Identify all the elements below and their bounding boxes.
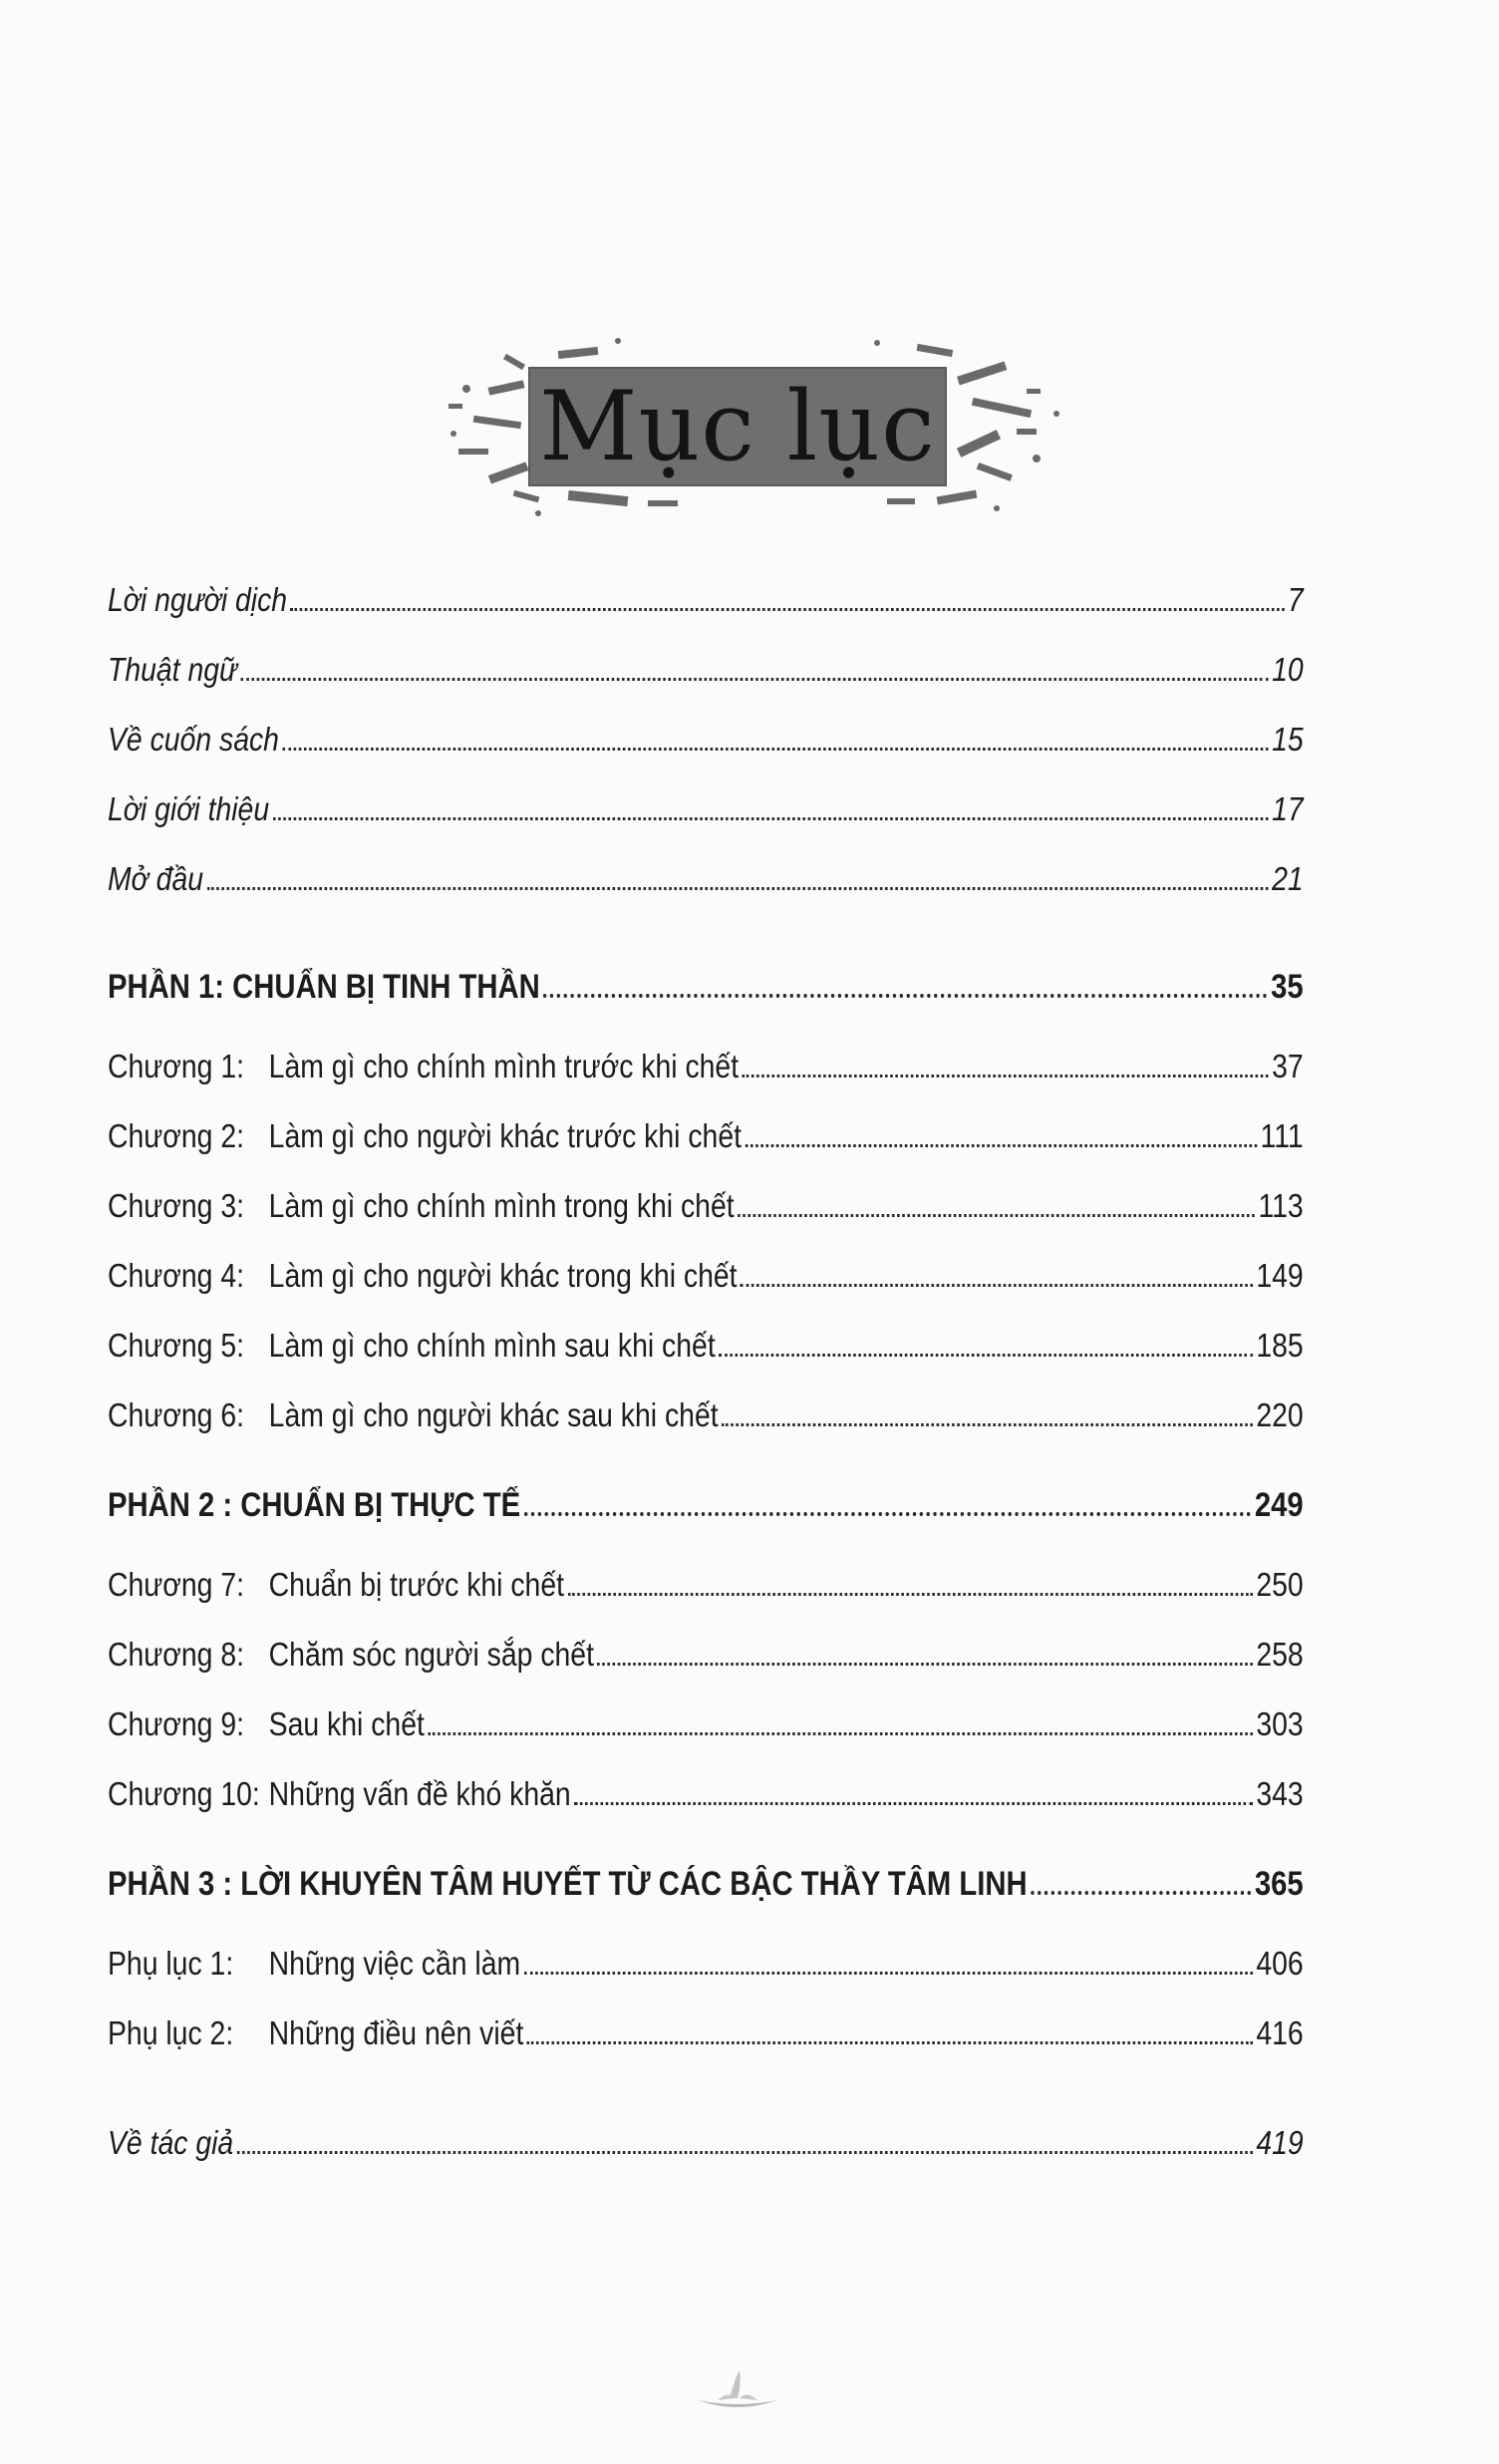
entry-page: 10 bbox=[1272, 651, 1304, 688]
dot-leader bbox=[291, 608, 1285, 611]
chapter-page: 113 bbox=[1258, 1187, 1304, 1224]
dot-leader bbox=[428, 1732, 1253, 1735]
dot-leader bbox=[543, 994, 1268, 998]
part-page: 365 bbox=[1254, 1865, 1304, 1903]
chapter-title: Những vấn đề khó khăn bbox=[268, 1775, 571, 1812]
chapter-page: 250 bbox=[1256, 1566, 1304, 1603]
chapter-title: Làm gì cho người khác sau khi chết bbox=[268, 1396, 719, 1433]
appendix-page: 416 bbox=[1256, 2014, 1304, 2051]
chapter-title: Làm gì cho người khác trước khi chết bbox=[268, 1117, 742, 1154]
dot-leader bbox=[567, 1593, 1252, 1596]
chapter-title: Sau khi chết bbox=[268, 1705, 425, 1742]
chapter-title: Làm gì cho chính mình trước khi chết bbox=[268, 1048, 740, 1084]
toc-chapter[interactable] bbox=[108, 1244, 1304, 1296]
chapter-page: 303 bbox=[1256, 1705, 1304, 1742]
appendix-number: Phụ lục 1: bbox=[108, 1945, 234, 1982]
chapter-page: 149 bbox=[1256, 1257, 1304, 1294]
chapter-title: Chăm sóc người sắp chết bbox=[268, 1636, 594, 1673]
dot-leader bbox=[719, 1354, 1253, 1357]
toc-chapter[interactable] bbox=[108, 1104, 1304, 1156]
chapter-page: 185 bbox=[1256, 1327, 1304, 1364]
dot-leader bbox=[1031, 1891, 1251, 1895]
appendix-number: Phụ lục 2: bbox=[108, 2014, 234, 2051]
appendix-title: Những điều nên viết bbox=[268, 2014, 524, 2051]
toc-entry[interactable] bbox=[108, 708, 1304, 760]
entry-page: 419 bbox=[1256, 2124, 1304, 2161]
entry-page: 15 bbox=[1272, 721, 1304, 758]
chapter-number: Chương 9: bbox=[108, 1705, 245, 1742]
dot-leader bbox=[722, 1423, 1253, 1426]
toc-chapter[interactable] bbox=[108, 1314, 1304, 1366]
toc-chapter[interactable] bbox=[108, 1693, 1304, 1744]
toc-chapter[interactable] bbox=[108, 1623, 1304, 1675]
chapter-title: Làm gì cho chính mình sau khi chết bbox=[268, 1327, 716, 1364]
chapter-number: Chương 6: bbox=[108, 1396, 245, 1433]
toc-entry[interactable] bbox=[108, 638, 1304, 690]
chapter-number: Chương 10: bbox=[108, 1775, 260, 1812]
chapter-number: Chương 5: bbox=[108, 1327, 245, 1364]
page-title: Mục lục bbox=[539, 371, 936, 482]
chapter-page: 37 bbox=[1272, 1048, 1304, 1084]
entry-page: 21 bbox=[1272, 860, 1304, 897]
dot-leader bbox=[741, 1284, 1253, 1287]
part-page: 35 bbox=[1271, 968, 1304, 1006]
chapter-number: Chương 7: bbox=[108, 1566, 245, 1603]
toc-entry[interactable] bbox=[108, 568, 1304, 620]
chapter-page: 111 bbox=[1260, 1117, 1304, 1154]
chapter-number: Chương 4: bbox=[108, 1257, 245, 1294]
entry-title: Mở đầu bbox=[108, 860, 204, 897]
toc-part-heading[interactable] bbox=[108, 1852, 1304, 1904]
part-page: 249 bbox=[1254, 1486, 1304, 1524]
toc-chapter[interactable] bbox=[108, 1762, 1304, 1814]
dot-leader bbox=[206, 887, 1268, 890]
chapter-page: 258 bbox=[1256, 1636, 1304, 1673]
dot-leader bbox=[574, 1802, 1253, 1805]
appendix-page: 406 bbox=[1256, 1945, 1304, 1982]
dot-leader bbox=[240, 678, 1268, 681]
toc-chapter[interactable] bbox=[108, 1035, 1304, 1086]
chapter-title: Làm gì cho người khác trong khi chết bbox=[268, 1257, 738, 1294]
dot-leader bbox=[745, 1144, 1257, 1147]
chapter-number: Chương 8: bbox=[108, 1636, 245, 1673]
dot-leader bbox=[524, 1972, 1253, 1975]
entry-title: Lời giới thiệu bbox=[108, 790, 270, 827]
appendix-title: Những việc cần làm bbox=[268, 1945, 521, 1982]
entry-page: 17 bbox=[1272, 790, 1304, 827]
chapter-title: Chuẩn bị trước khi chết bbox=[268, 1566, 565, 1603]
toc-entry[interactable] bbox=[108, 847, 1304, 899]
dot-leader bbox=[282, 748, 1268, 751]
dot-leader bbox=[273, 817, 1269, 820]
chapter-number: Chương 1: bbox=[108, 1048, 245, 1084]
toc-appendix[interactable] bbox=[108, 2002, 1304, 2053]
chapter-page: 220 bbox=[1256, 1396, 1304, 1433]
chapter-number: Chương 2: bbox=[108, 1117, 245, 1154]
toc-chapter[interactable] bbox=[108, 1553, 1304, 1605]
toc-part-heading[interactable] bbox=[108, 1473, 1304, 1525]
chapter-page: 343 bbox=[1256, 1775, 1304, 1812]
toc-entry[interactable] bbox=[108, 777, 1304, 829]
toc-chapter[interactable] bbox=[108, 1174, 1304, 1226]
dot-leader bbox=[597, 1663, 1252, 1666]
chapter-title: Làm gì cho chính mình trong khi chết bbox=[268, 1187, 735, 1224]
lotus-ornament-icon bbox=[678, 2362, 797, 2422]
entry-title: Về tác giả bbox=[108, 2124, 234, 2161]
part-title: PHẦN 3 : LỜI KHUYÊN TÂM HUYẾT TỪ CÁC BẬC THẦY TÂM LINH bbox=[108, 1865, 1028, 1903]
title-block bbox=[419, 329, 1076, 528]
entry-title: Thuật ngữ bbox=[108, 651, 238, 688]
part-title: PHẦN 1: CHUẨN BỊ TINH THẦN bbox=[108, 968, 540, 1006]
dot-leader bbox=[738, 1214, 1255, 1217]
entry-title: Lời người dịch bbox=[108, 581, 288, 618]
toc-part-heading[interactable] bbox=[108, 955, 1304, 1007]
chapter-number: Chương 3: bbox=[108, 1187, 245, 1224]
dot-leader bbox=[527, 2041, 1253, 2044]
dot-leader bbox=[237, 2151, 1253, 2154]
entry-title: Về cuốn sách bbox=[108, 721, 279, 758]
entry-page: 7 bbox=[1287, 581, 1304, 618]
dot-leader bbox=[524, 1512, 1252, 1516]
part-title: PHẦN 2 : CHUẨN BỊ THỰC TẾ bbox=[108, 1486, 521, 1524]
dot-leader bbox=[743, 1075, 1269, 1078]
toc-chapter[interactable] bbox=[108, 1384, 1304, 1435]
toc-appendix[interactable] bbox=[108, 1932, 1304, 1984]
toc-entry[interactable] bbox=[108, 2111, 1304, 2163]
